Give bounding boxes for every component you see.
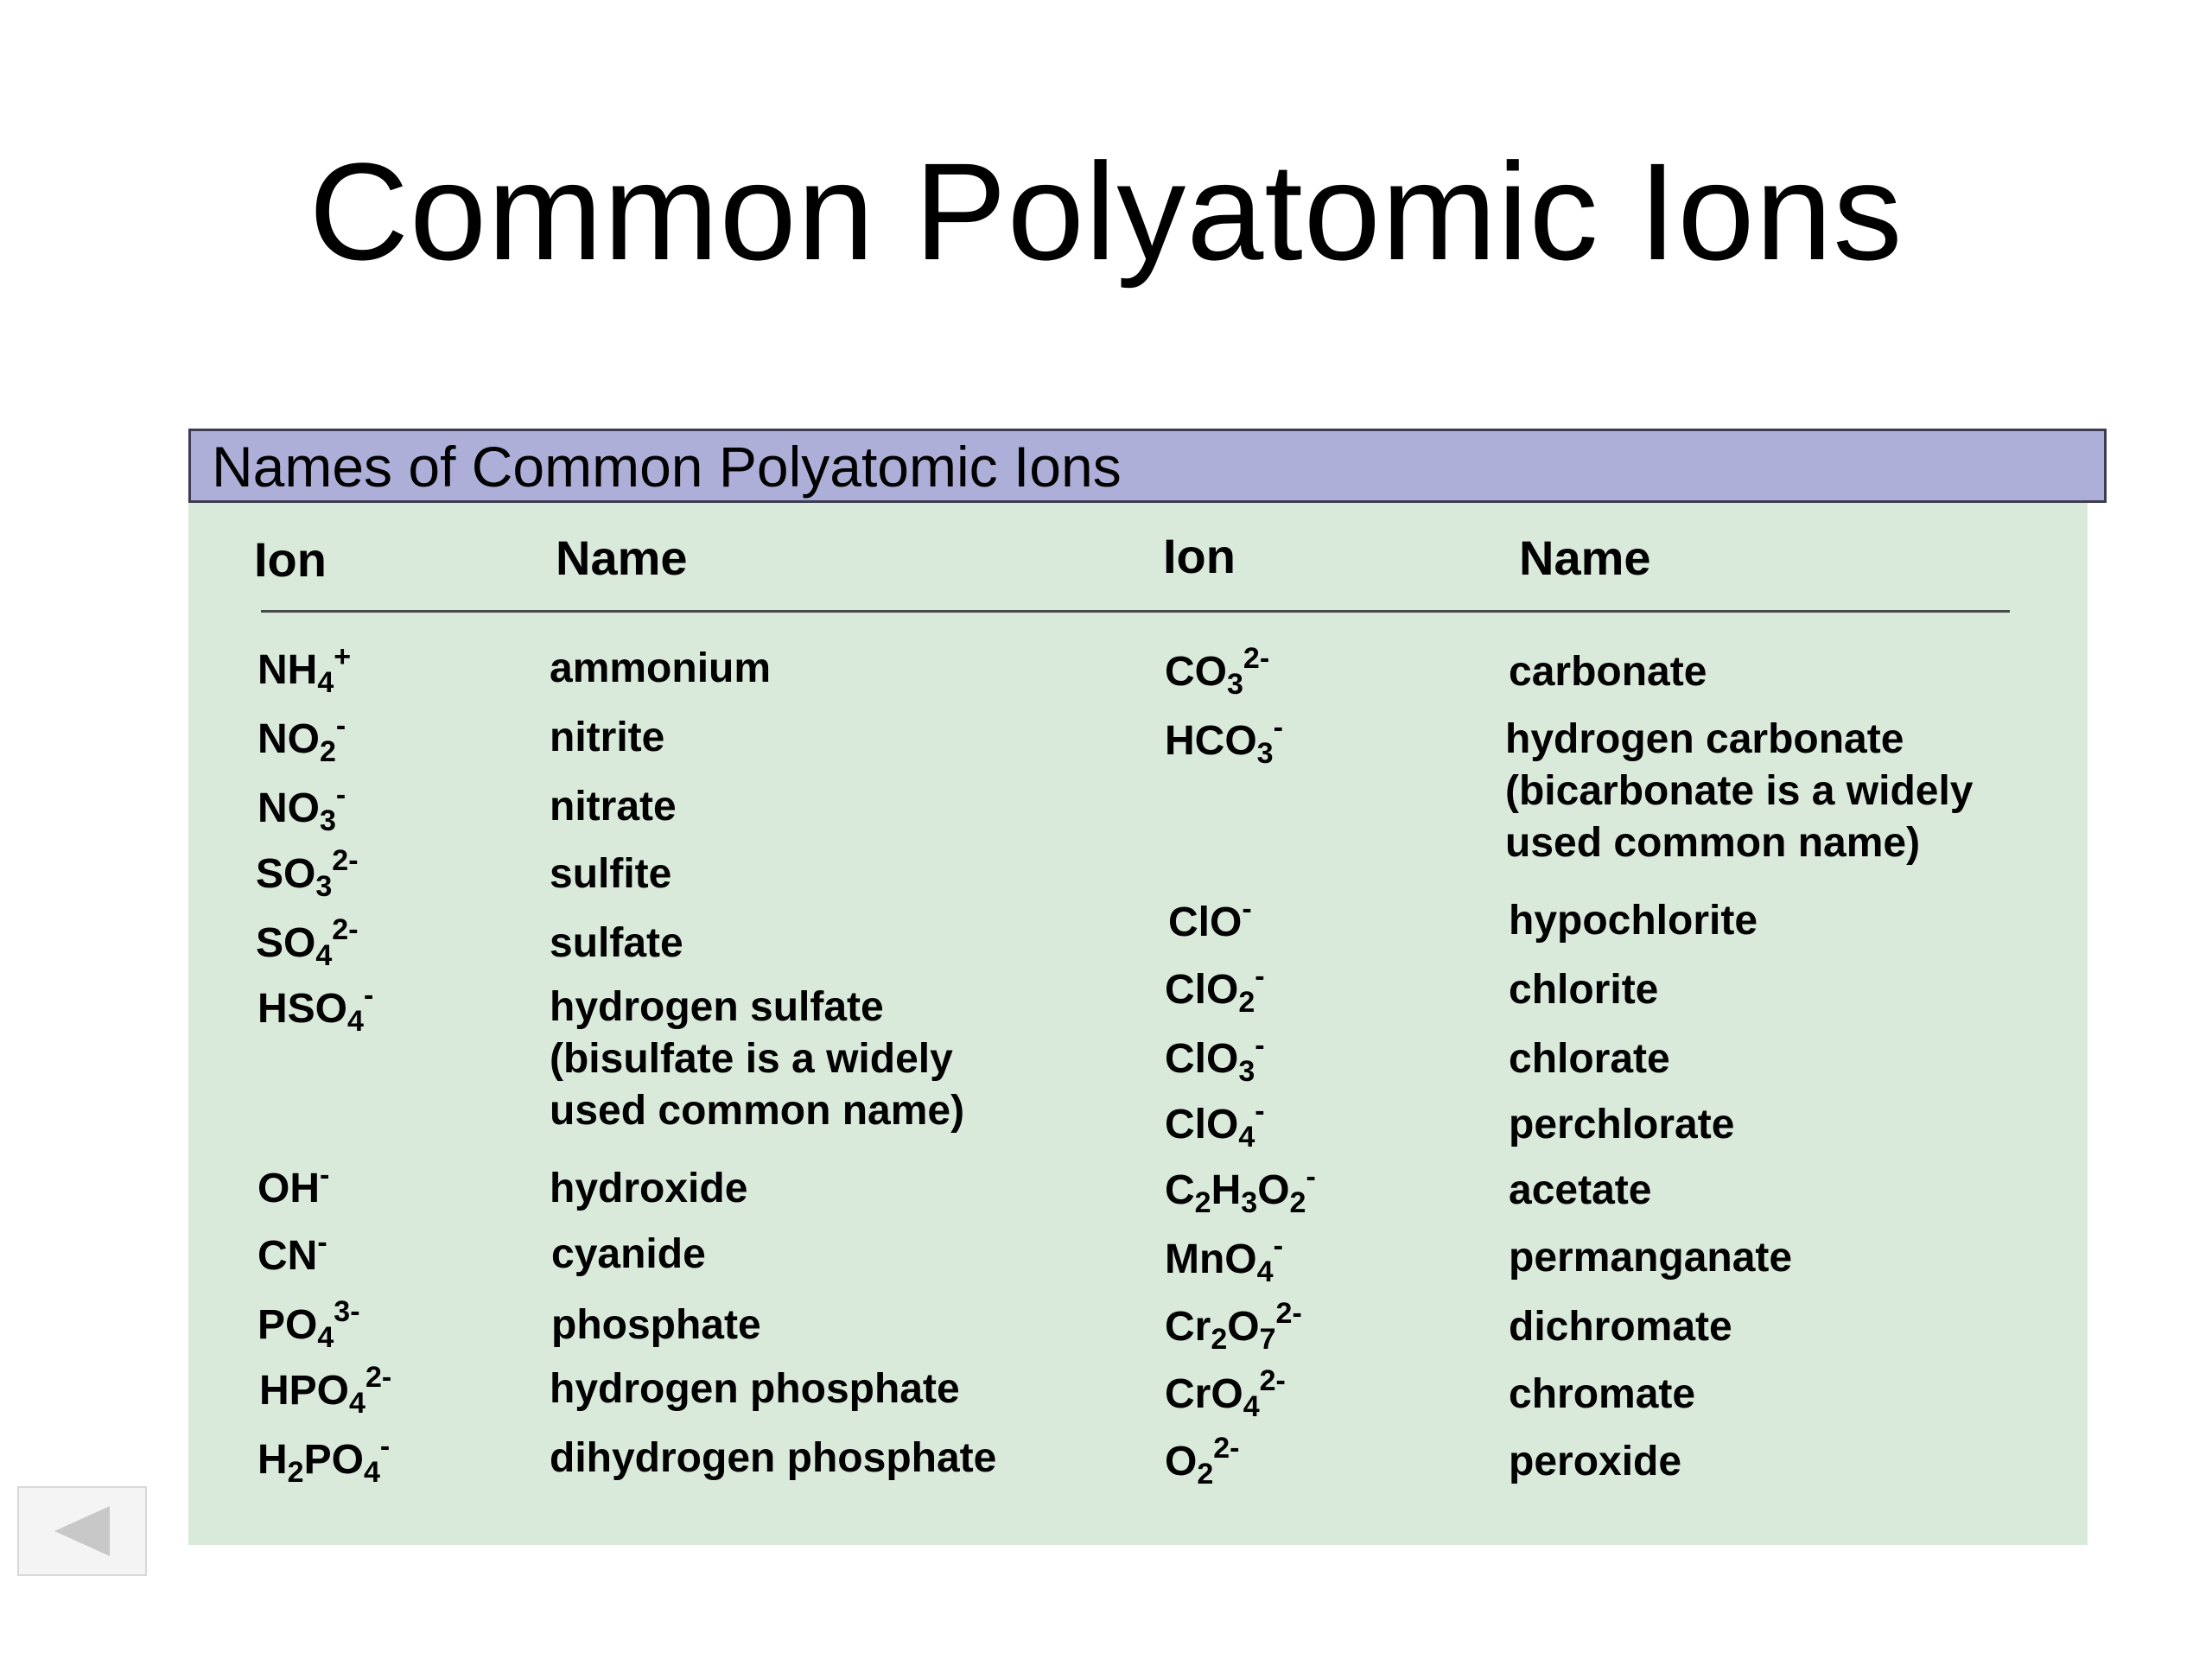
ion-name: carbonate	[1509, 649, 1707, 695]
ion-name-note: used common name)	[550, 1088, 965, 1134]
ion-formula: $HCO_3^-$	[1165, 711, 1283, 770]
column-header-ion-left: Ion	[254, 532, 327, 587]
ion-formula: $C_2H_3O_2^-$	[1165, 1160, 1316, 1219]
ion-name: ammonium	[550, 645, 772, 691]
ion-table	[188, 429, 2088, 1545]
ion-name: cyanide	[551, 1231, 706, 1277]
ion-name: dichromate	[1509, 1304, 1732, 1350]
column-header-ion-right: Ion	[1163, 529, 1236, 583]
ion-name-note: (bicarbonate is a widely	[1505, 768, 1974, 814]
ion-formula: CrO$_4^{2-}$	[1165, 1364, 1286, 1423]
ion-formula: $CO_3^{2-}$	[1165, 642, 1270, 701]
ion-name: nitrite	[550, 715, 665, 760]
ion-name: permanganate	[1509, 1235, 1793, 1281]
table-header: Names of Common Polyatomic Ions	[188, 429, 2107, 503]
ion-name: chlorate	[1509, 1036, 1670, 1082]
ion-name-note: (bisulfate is a widely	[550, 1036, 953, 1082]
ion-formula: $NO_2^-$	[257, 709, 346, 768]
ion-formula: ClO$_3$-	[1165, 1029, 1265, 1088]
ion-formula: $HSO_4^-$	[257, 979, 374, 1038]
ion-formula: MnO$_4$-	[1165, 1230, 1283, 1288]
ion-formula: ClO-	[1168, 893, 1252, 945]
ion-name-note: used common name)	[1505, 820, 1921, 866]
ion-formula: $NH_4^+$	[257, 640, 352, 699]
back-button[interactable]	[17, 1486, 147, 1576]
ion-name: acetate	[1509, 1167, 1652, 1213]
ion-formula: $H_2PO_4^-$	[257, 1430, 391, 1489]
ion-formula: $HPO_4^{2-}$	[259, 1361, 392, 1420]
ion-name: hydrogen carbonate	[1505, 716, 1904, 762]
ion-name: chromate	[1509, 1371, 1696, 1417]
column-header-name-right: Name	[1519, 531, 1651, 585]
ion-name: hypochlorite	[1509, 898, 1758, 944]
ion-formula: OH-	[257, 1159, 330, 1211]
ion-name: sulfate	[550, 920, 683, 966]
ion-formula: ClO$_2$-	[1165, 960, 1265, 1019]
ion-formula: $Cr_2O_7^{2-}$	[1165, 1297, 1302, 1356]
ion-name: peroxide	[1509, 1439, 1682, 1484]
ion-formula: $NO_3^-$	[257, 779, 346, 837]
ion-formula: CN-	[257, 1226, 327, 1279]
column-header-name-left: Name	[556, 531, 688, 585]
ion-formula: $PO_4^{3-}$	[257, 1295, 360, 1354]
triangle-left-icon	[48, 1501, 117, 1561]
ion-name: hydroxide	[550, 1166, 748, 1211]
ion-name: nitrate	[550, 784, 677, 830]
ion-formula: ClO$_4$-	[1165, 1095, 1265, 1154]
ion-name: hydrogen sulfate	[550, 984, 884, 1030]
ion-formula: $O_2^{2-}$	[1165, 1432, 1240, 1491]
ion-formula: $SO_3^{2-}$	[256, 844, 359, 903]
ion-name: hydrogen phosphate	[550, 1366, 960, 1412]
ion-name: perchlorate	[1509, 1102, 1735, 1147]
header-rule	[261, 610, 2010, 613]
ion-name: phosphate	[551, 1302, 761, 1348]
slide-title: Common Polyatomic Ions	[308, 134, 1904, 289]
ion-name: sulfite	[550, 851, 672, 897]
ion-formula: $SO_4^{2-}$	[256, 913, 359, 972]
ion-name: dihydrogen phosphate	[550, 1435, 997, 1481]
ion-name: chlorite	[1509, 967, 1659, 1013]
